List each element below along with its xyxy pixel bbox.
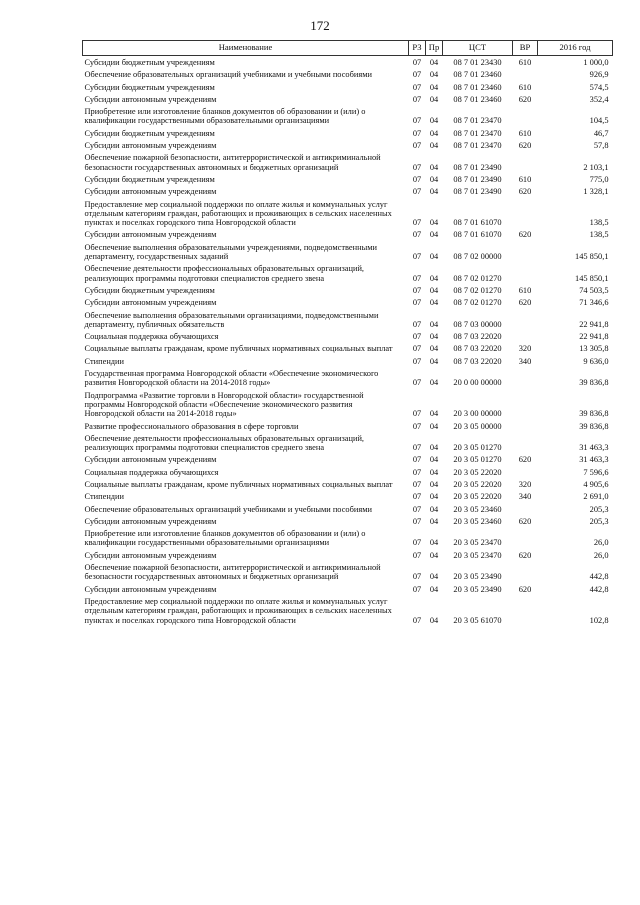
row-vr: 320 (518, 344, 532, 354)
page-number: 172 (310, 18, 330, 33)
row-rz: 07 (412, 58, 422, 67)
row-amount: 138,5 (589, 230, 609, 240)
row-cst: 20 3 05 23470 (453, 538, 502, 548)
row-rz: 07 (412, 332, 422, 342)
header-pr: Пр (426, 41, 443, 56)
row-pr: 04 (429, 230, 439, 240)
row-rz: 07 (412, 319, 422, 329)
row-name: Приобретение или изготовление бланков документов об образовании и (или) о квалификации государственными образовательными организациями (84, 529, 366, 548)
row-cst: 08 7 02 01270 (453, 285, 502, 295)
table-row (83, 367, 613, 389)
header-sum: 2016 год (538, 41, 613, 56)
row-vr (513, 68, 538, 80)
row-vr: 610 (518, 285, 532, 295)
row-pr: 04 (429, 70, 439, 80)
row-name: Развитие профессионального образования в сфере торговли (84, 421, 299, 431)
table-row (83, 342, 613, 354)
row-amount: 71 346,6 (579, 298, 609, 308)
row-vr: 340 (518, 356, 532, 366)
row-cst: 20 3 05 01270 (453, 443, 502, 453)
row-pr: 04 (429, 187, 439, 197)
row-vr (513, 561, 538, 583)
row-amount: 31 463,3 (579, 455, 609, 465)
row-pr: 04 (429, 467, 439, 477)
row-rz: 07 (412, 230, 422, 240)
table-row (83, 284, 613, 296)
row-vr: 610 (518, 58, 532, 67)
row-name: Государственная программа Новгородской области «Обеспечение экономического развития Новгородской области на 2014-2018 годы» (84, 369, 379, 388)
row-name: Субсидии автономным учреждениям (84, 187, 217, 197)
row-cst: 20 3 05 23490 (453, 584, 502, 594)
header-rz: РЗ (409, 41, 426, 56)
row-cst: 08 7 03 00000 (453, 319, 502, 329)
row-cst: 08 7 03 22020 (453, 332, 502, 342)
table-row (83, 478, 613, 490)
row-name: Подпрограмма «Развитие торговли в Новгородской области» государственной программы Новгородской области «Обеспечение экономического развития Новгородской области на 2014-2018 годы» (84, 390, 364, 419)
row-vr: 610 (518, 82, 532, 92)
row-rz: 07 (412, 187, 422, 197)
row-rz: 07 (412, 218, 422, 228)
row-amount: 138,5 (589, 218, 609, 228)
row-rz: 07 (412, 298, 422, 308)
row-rz: 07 (412, 162, 422, 172)
row-pr: 04 (429, 615, 439, 625)
row-pr: 04 (429, 58, 439, 67)
row-name: Предоставление мер социальной поддержки по оплате жилья и коммунальных услуг отдельным категориям граждан, работающих и проживающих в сельских населенных пунктах и поселках городского типа Новгородской области (84, 199, 392, 228)
row-name: Стипендии (84, 356, 125, 366)
row-pr: 04 (429, 421, 439, 431)
row-cst: 20 3 05 61070 (453, 615, 502, 625)
header-name: Наименование (83, 41, 409, 56)
row-name: Субсидии автономным учреждениям (84, 298, 217, 308)
row-name: Обеспечение деятельности профессиональных образовательных организаций, реализующих программы подготовки специалистов среднего звена (84, 433, 365, 453)
row-pr: 04 (429, 572, 439, 582)
row-amount: 1 328,1 (583, 187, 609, 197)
row-amount: 926,9 (589, 70, 609, 80)
row-cst: 08 7 03 22020 (453, 356, 502, 366)
row-vr: 620 (518, 455, 532, 465)
row-name: Субсидии бюджетным учреждениям (84, 174, 215, 184)
row-name: Субсидии бюджетным учреждениям (84, 82, 215, 92)
table-row (83, 515, 613, 527)
row-name: Обеспечение деятельности профессиональных образовательных организаций, реализующих программы подготовки специалистов среднего звена (84, 264, 365, 283)
row-rz: 07 (412, 82, 422, 92)
row-cst: 08 7 02 00000 (453, 252, 502, 262)
row-amount: 22 941,8 (579, 319, 609, 329)
row-cst: 20 0 00 00000 (453, 378, 502, 388)
row-rz: 07 (412, 94, 422, 104)
row-rz: 07 (412, 70, 422, 80)
row-cst: 08 7 02 01270 (453, 298, 502, 308)
row-amount: 2 103,1 (583, 162, 609, 172)
row-rz: 07 (412, 252, 422, 262)
table-row (83, 595, 613, 626)
row-amount: 39 836,8 (579, 409, 609, 419)
row-name: Обеспечение образовательных организаций учебниками и учебными пособиями (84, 504, 372, 514)
row-cst: 20 3 05 00000 (453, 421, 502, 431)
row-vr (513, 389, 538, 420)
row-rz: 07 (412, 443, 422, 453)
row-pr: 04 (429, 116, 439, 126)
row-pr: 04 (429, 141, 439, 151)
row-cst: 08 7 01 23460 (453, 94, 502, 104)
row-cst: 20 3 05 23470 (453, 550, 502, 560)
row-pr: 04 (429, 285, 439, 295)
row-rz: 07 (412, 356, 422, 366)
row-name: Субсидии автономным учреждениям (84, 230, 217, 240)
row-rz: 07 (412, 141, 422, 151)
row-name: Обеспечение выполнения образовательными организациями, подведомственными департаменту, публичных обязательств (84, 310, 379, 329)
row-amount: 442,8 (589, 584, 609, 594)
row-amount: 39 836,8 (579, 378, 609, 388)
row-vr (513, 151, 538, 173)
row-pr: 04 (429, 162, 439, 172)
row-cst: 08 7 01 23430 (453, 58, 502, 67)
row-amount: 13 305,8 (579, 344, 609, 354)
row-vr (513, 367, 538, 389)
row-amount: 145 850,1 (575, 273, 609, 283)
table-row (83, 490, 613, 502)
row-amount: 7 596,6 (583, 467, 609, 477)
row-name: Предоставление мер социальной поддержки по оплате жилья и коммунальных услуг отдельным категориям граждан, работающих и проживающих в сельских населенных пунктах и поселках городского типа Новгородской области (84, 596, 392, 625)
row-cst: 08 7 01 23470 (453, 141, 502, 151)
row-cst: 08 7 02 01270 (453, 273, 502, 283)
table-row (83, 309, 613, 331)
table-row (83, 56, 613, 69)
table-row (83, 432, 613, 454)
table-row (83, 466, 613, 478)
row-cst: 08 7 01 23470 (453, 128, 502, 138)
row-pr: 04 (429, 344, 439, 354)
row-pr: 04 (429, 174, 439, 184)
row-rz: 07 (412, 550, 422, 560)
row-cst: 08 7 01 61070 (453, 230, 502, 240)
row-cst: 20 3 05 22020 (453, 479, 502, 489)
row-name: Субсидии автономным учреждениям (84, 550, 217, 560)
row-name: Субсидии бюджетным учреждениям (84, 285, 215, 295)
row-vr: 620 (518, 141, 532, 151)
header-vr: ВР (513, 41, 538, 56)
row-rz: 07 (412, 584, 422, 594)
row-rz: 07 (412, 538, 422, 548)
row-cst: 20 3 05 22020 (453, 492, 502, 502)
row-amount: 22 941,8 (579, 332, 609, 342)
row-rz: 07 (412, 504, 422, 514)
table-row (83, 527, 613, 549)
table-row (83, 151, 613, 173)
row-vr (513, 309, 538, 331)
row-pr: 04 (429, 94, 439, 104)
row-name: Социальные выплаты гражданам, кроме публичных нормативных социальных выплат (84, 344, 393, 354)
row-rz: 07 (412, 479, 422, 489)
table-row (83, 389, 613, 420)
row-vr (513, 466, 538, 478)
row-rz: 07 (412, 467, 422, 477)
budget-table (82, 40, 613, 626)
row-name: Субсидии автономным учреждениям (84, 141, 217, 151)
row-vr (513, 432, 538, 454)
table-row (83, 262, 613, 284)
row-pr: 04 (429, 332, 439, 342)
row-vr (513, 527, 538, 549)
row-rz: 07 (412, 409, 422, 419)
header-row (83, 41, 613, 56)
row-pr: 04 (429, 298, 439, 308)
row-amount: 145 850,1 (575, 252, 609, 262)
row-name: Приобретение или изготовление бланков документов об образовании и (или) о квалификации государственными образовательными организациями (84, 107, 366, 126)
row-pr: 04 (429, 504, 439, 514)
table-body (83, 56, 613, 626)
row-amount: 9 636,0 (583, 356, 609, 366)
row-amount: 26,0 (593, 538, 609, 548)
row-amount: 352,4 (589, 94, 609, 104)
row-cst: 08 7 03 22020 (453, 344, 502, 354)
row-cst: 08 7 01 23490 (453, 187, 502, 197)
row-name: Субсидии автономным учреждениям (84, 94, 217, 104)
row-rz: 07 (412, 516, 422, 526)
row-amount: 205,3 (589, 516, 609, 526)
row-pr: 04 (429, 356, 439, 366)
row-pr: 04 (429, 273, 439, 283)
row-name: Субсидии бюджетным учреждениям (84, 128, 215, 138)
row-vr (513, 503, 538, 515)
row-amount: 205,3 (589, 504, 609, 514)
row-vr (513, 105, 538, 127)
row-amount: 102,8 (589, 615, 609, 625)
table-row (83, 549, 613, 561)
table-header (83, 41, 613, 56)
row-name: Обеспечение пожарной безопасности, антитеррористической и антикриминальной безопасности государственных автономных и бюджетных организаций (84, 153, 381, 172)
row-vr: 620 (518, 230, 532, 240)
row-cst: 20 3 05 23490 (453, 572, 502, 582)
row-rz: 07 (412, 285, 422, 295)
row-amount: 4 905,6 (583, 479, 609, 489)
row-cst: 20 3 00 00000 (453, 409, 502, 419)
row-amount: 775,0 (589, 174, 609, 184)
table-row (83, 296, 613, 308)
row-amount: 104,5 (589, 116, 609, 126)
row-cst: 08 7 01 23470 (453, 116, 502, 126)
row-cst: 20 3 05 22020 (453, 467, 502, 477)
row-vr: 620 (518, 94, 532, 104)
row-rz: 07 (412, 128, 422, 138)
row-vr: 620 (518, 187, 532, 197)
row-rz: 07 (412, 344, 422, 354)
table-row (83, 105, 613, 127)
table-row (83, 241, 613, 263)
row-vr (513, 595, 538, 626)
row-amount: 74 503,5 (579, 285, 609, 295)
row-name: Обеспечение образовательных организаций учебниками и учебными пособиями (84, 70, 372, 80)
row-amount: 39 836,8 (579, 421, 609, 431)
row-vr (513, 198, 538, 229)
row-vr (513, 262, 538, 284)
row-amount: 2 691,0 (583, 492, 609, 502)
row-pr: 04 (429, 252, 439, 262)
row-name: Социальная поддержка обучающихся (84, 467, 219, 477)
row-amount: 46,7 (593, 128, 609, 138)
table-row (83, 68, 613, 80)
row-name: Субсидии автономным учреждениям (84, 455, 217, 465)
row-rz: 07 (412, 615, 422, 625)
row-vr: 620 (518, 298, 532, 308)
row-amount: 31 463,3 (579, 443, 609, 453)
table-row (83, 583, 613, 595)
row-name: Субсидии автономным учреждениям (84, 584, 217, 594)
row-rz: 07 (412, 116, 422, 126)
row-amount: 1 000,0 (583, 58, 609, 67)
table-row (83, 173, 613, 185)
row-pr: 04 (429, 455, 439, 465)
row-vr: 610 (518, 174, 532, 184)
row-name: Субсидии автономным учреждениям (84, 516, 217, 526)
row-cst: 20 3 05 01270 (453, 455, 502, 465)
row-cst: 08 7 01 23490 (453, 174, 502, 184)
row-cst: 20 3 05 23460 (453, 504, 502, 514)
row-vr (513, 241, 538, 263)
row-pr: 04 (429, 378, 439, 388)
table-row (83, 93, 613, 105)
row-name: Обеспечение пожарной безопасности, антитеррористической и антикриминальной безопасности государственных автономных и бюджетных организаций (84, 563, 381, 582)
row-vr (513, 330, 538, 342)
row-pr: 04 (429, 584, 439, 594)
row-amount: 442,8 (589, 572, 609, 582)
row-vr (513, 420, 538, 432)
row-vr: 320 (518, 479, 532, 489)
row-vr: 620 (518, 516, 532, 526)
row-rz: 07 (412, 378, 422, 388)
row-cst: 08 7 01 23460 (453, 70, 502, 80)
row-rz: 07 (412, 174, 422, 184)
row-pr: 04 (429, 409, 439, 419)
table-row (83, 561, 613, 583)
table-row (83, 355, 613, 367)
row-amount: 26,0 (593, 550, 609, 560)
row-cst: 20 3 05 23460 (453, 516, 502, 526)
row-vr: 620 (518, 584, 532, 594)
row-cst: 08 7 01 61070 (453, 218, 502, 228)
table-row (83, 198, 613, 229)
row-rz: 07 (412, 455, 422, 465)
table-row (83, 127, 613, 139)
row-cst: 08 7 01 23490 (453, 162, 502, 172)
table-row (83, 330, 613, 342)
row-pr: 04 (429, 516, 439, 526)
row-cst: 08 7 01 23460 (453, 82, 502, 92)
table-row (83, 139, 613, 151)
row-pr: 04 (429, 82, 439, 92)
table-row (83, 228, 613, 240)
table-row (83, 453, 613, 465)
row-vr: 340 (518, 492, 532, 502)
row-name: Социальная поддержка обучающихся (84, 332, 219, 342)
row-name: Социальные выплаты гражданам, кроме публичных нормативных социальных выплат (84, 479, 393, 489)
row-name: Стипендии (84, 492, 125, 502)
row-pr: 04 (429, 128, 439, 138)
row-amount: 57,8 (593, 141, 609, 151)
row-amount: 574,5 (589, 82, 609, 92)
row-name: Субсидии бюджетным учреждениям (84, 58, 215, 67)
table-row (83, 420, 613, 432)
row-vr: 610 (518, 128, 532, 138)
header-cst: ЦСТ (443, 41, 513, 56)
row-pr: 04 (429, 538, 439, 548)
row-pr: 04 (429, 492, 439, 502)
table-row (83, 81, 613, 93)
row-pr: 04 (429, 479, 439, 489)
table-row (83, 503, 613, 515)
row-pr: 04 (429, 443, 439, 453)
row-rz: 07 (412, 492, 422, 502)
table-row (83, 185, 613, 197)
row-pr: 04 (429, 319, 439, 329)
row-rz: 07 (412, 572, 422, 582)
row-name: Обеспечение выполнения образовательными учреждениями, подведомственными департаменту, государственных заданий (84, 242, 377, 262)
row-rz: 07 (412, 273, 422, 283)
row-pr: 04 (429, 550, 439, 560)
row-rz: 07 (412, 421, 422, 431)
row-pr: 04 (429, 218, 439, 228)
row-vr: 620 (518, 550, 532, 560)
